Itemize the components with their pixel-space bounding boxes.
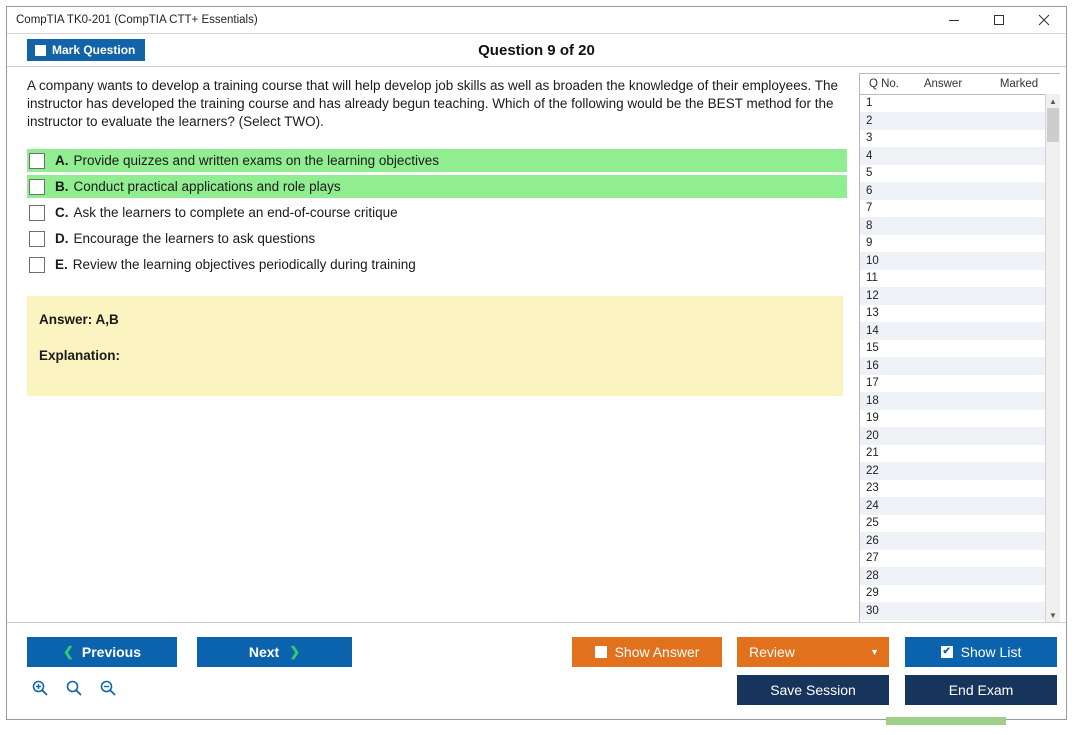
question-list-scrollbar[interactable] xyxy=(1045,94,1060,622)
review-dropdown-button[interactable] xyxy=(737,637,889,667)
title-bar xyxy=(7,7,1066,34)
answer-panel xyxy=(27,296,843,396)
table-row[interactable] xyxy=(860,568,1060,586)
table-row[interactable] xyxy=(860,235,1060,253)
table-row[interactable] xyxy=(860,533,1060,551)
choice-text-c: Ask the learners to complete an end-of-course critique xyxy=(73,205,398,220)
show-answer-button[interactable] xyxy=(572,637,722,667)
table-row[interactable] xyxy=(860,393,1060,411)
row-number: 11 xyxy=(866,272,878,285)
table-row[interactable] xyxy=(860,463,1060,481)
row-number: 5 xyxy=(866,167,873,180)
table-row[interactable] xyxy=(860,323,1060,341)
table-row[interactable] xyxy=(860,130,1060,148)
table-row[interactable] xyxy=(860,428,1060,446)
choice-option-b[interactable] xyxy=(27,175,847,198)
row-number: 22 xyxy=(866,464,879,477)
row-number: 20 xyxy=(866,429,879,442)
choice-text-d: Encourage the learners to ask questions xyxy=(73,231,316,246)
table-row[interactable] xyxy=(860,200,1060,218)
window-title: CompTIA TK0-201 (CompTIA CTT+ Essentials) xyxy=(16,14,258,26)
table-row[interactable] xyxy=(860,218,1060,236)
table-row[interactable] xyxy=(860,375,1060,393)
close-icon[interactable] xyxy=(1021,7,1066,33)
show-answer-label: Show Answer xyxy=(614,644,700,660)
choice-option-c[interactable] xyxy=(27,201,847,224)
row-number: 8 xyxy=(866,219,873,232)
table-row[interactable] xyxy=(860,603,1060,621)
choice-letter-c: C. xyxy=(55,205,69,220)
row-number: 18 xyxy=(866,394,879,407)
row-number: 16 xyxy=(866,359,879,372)
table-row[interactable] xyxy=(860,95,1060,113)
mark-question-label: Mark Question xyxy=(52,43,136,57)
minimize-icon[interactable] xyxy=(931,7,976,33)
show-list-button[interactable] xyxy=(905,637,1057,667)
previous-button[interactable] xyxy=(27,637,177,667)
row-number: 28 xyxy=(866,569,879,582)
answer-text: Answer: A,B xyxy=(39,312,119,327)
column-header-qno: Q No. xyxy=(868,78,900,90)
choice-letter-e: E. xyxy=(55,257,68,272)
table-row[interactable] xyxy=(860,340,1060,358)
row-number: 14 xyxy=(866,324,879,337)
mark-question-checkbox-icon xyxy=(35,45,46,56)
choice-option-d[interactable] xyxy=(27,227,847,250)
choice-checkbox-e[interactable] xyxy=(29,257,45,273)
table-row[interactable] xyxy=(860,148,1060,166)
row-number: 26 xyxy=(866,534,879,547)
table-row[interactable] xyxy=(860,305,1060,323)
row-number: 7 xyxy=(866,202,873,215)
window-controls xyxy=(931,7,1066,33)
decorative-accent xyxy=(886,717,1006,725)
table-row[interactable] xyxy=(860,358,1060,376)
row-number: 3 xyxy=(866,132,873,145)
row-number: 2 xyxy=(866,114,873,127)
zoom-in-icon[interactable] xyxy=(27,675,53,701)
scrollbar-thumb[interactable] xyxy=(1047,108,1059,142)
table-row[interactable] xyxy=(860,270,1060,288)
review-label: Review xyxy=(749,644,795,660)
table-row[interactable] xyxy=(860,585,1060,603)
table-row[interactable] xyxy=(860,480,1060,498)
end-exam-button[interactable] xyxy=(905,675,1057,705)
table-row[interactable] xyxy=(860,410,1060,428)
show-list-checkbox-icon: ✔ xyxy=(942,646,951,657)
row-number: 1 xyxy=(866,97,873,110)
choice-checkbox-b[interactable] xyxy=(29,179,45,195)
table-row[interactable] xyxy=(860,445,1060,463)
question-counter: Question 9 of 20 xyxy=(478,41,595,59)
choice-letter-a: A. xyxy=(55,153,69,168)
question-text: A company wants to develop a training course that will help develop job skills as well as broaden the knowledge of their employees. The instructor has developed the training course and has already begun teaching. Which of the following would be the BEST method for the instructor to evaluate the learners? (Select TWO). xyxy=(27,78,838,129)
row-number: 15 xyxy=(866,342,879,355)
previous-label: Previous xyxy=(81,644,142,660)
choice-text-a: Provide quizzes and written exams on the learning objectives xyxy=(73,153,439,168)
next-button[interactable] xyxy=(197,637,352,667)
exam-window xyxy=(6,6,1067,720)
row-number: 27 xyxy=(866,552,879,565)
choice-text-e: Review the learning objectives periodically during training xyxy=(72,257,416,272)
choice-checkbox-d[interactable] xyxy=(29,231,45,247)
mark-question-button[interactable] xyxy=(27,39,145,61)
column-header-marked: Marked xyxy=(999,78,1039,90)
choice-option-e[interactable] xyxy=(27,253,847,276)
row-number: 6 xyxy=(866,184,873,197)
zoom-reset-icon[interactable] xyxy=(61,675,87,701)
table-row[interactable] xyxy=(860,183,1060,201)
choice-checkbox-a[interactable] xyxy=(29,153,45,169)
choice-checkbox-c[interactable] xyxy=(29,205,45,221)
scroll-up-icon[interactable]: ▲ xyxy=(1046,94,1060,108)
save-session-button[interactable] xyxy=(737,675,889,705)
table-row[interactable] xyxy=(860,253,1060,271)
exam-header xyxy=(7,34,1066,67)
show-list-label: Show List xyxy=(960,644,1022,660)
chevron-down-icon: ▼ xyxy=(870,647,879,657)
row-number: 24 xyxy=(866,499,879,512)
show-answer-checkbox-icon xyxy=(595,646,607,658)
question-list-header xyxy=(860,74,1060,95)
row-number: 29 xyxy=(866,587,879,600)
row-number: 9 xyxy=(866,237,873,250)
explanation-label: Explanation: xyxy=(39,348,121,363)
row-number: 17 xyxy=(866,377,879,390)
question-pane xyxy=(7,67,859,622)
row-number: 12 xyxy=(866,289,879,302)
row-number: 4 xyxy=(866,149,873,162)
table-row[interactable] xyxy=(860,498,1060,516)
choice-list xyxy=(27,149,847,276)
column-header-answer: Answer xyxy=(923,78,963,90)
row-number: 19 xyxy=(866,412,879,425)
row-number: 10 xyxy=(866,254,879,267)
zoom-out-icon[interactable] xyxy=(95,675,121,701)
zoom-toolbar xyxy=(27,675,121,701)
maximize-icon[interactable] xyxy=(976,7,1021,33)
save-session-label: Save Session xyxy=(770,682,856,698)
row-number: 13 xyxy=(866,307,879,320)
row-number: 30 xyxy=(866,604,879,617)
table-row[interactable] xyxy=(860,515,1060,533)
body-area xyxy=(7,67,1066,622)
end-exam-label: End Exam xyxy=(948,682,1014,698)
row-number: 21 xyxy=(866,447,879,460)
row-number: 23 xyxy=(866,482,879,495)
choice-option-a[interactable] xyxy=(27,149,847,172)
choice-letter-d: D. xyxy=(55,231,69,246)
choice-letter-b: B. xyxy=(55,179,69,194)
table-row[interactable] xyxy=(860,288,1060,306)
chevron-right-icon: ❯ xyxy=(289,644,301,659)
footer-toolbar xyxy=(7,622,1066,719)
table-row[interactable] xyxy=(860,165,1060,183)
table-row[interactable] xyxy=(860,113,1060,131)
row-number: 25 xyxy=(866,517,879,530)
question-list-panel xyxy=(859,73,1060,622)
scroll-down-icon[interactable]: ▼ xyxy=(1046,608,1060,622)
next-label: Next xyxy=(248,644,280,660)
question-list-rows xyxy=(860,95,1060,622)
choice-text-b: Conduct practical applications and role plays xyxy=(73,179,341,194)
chevron-left-icon: ❮ xyxy=(62,644,74,659)
table-row[interactable] xyxy=(860,550,1060,568)
